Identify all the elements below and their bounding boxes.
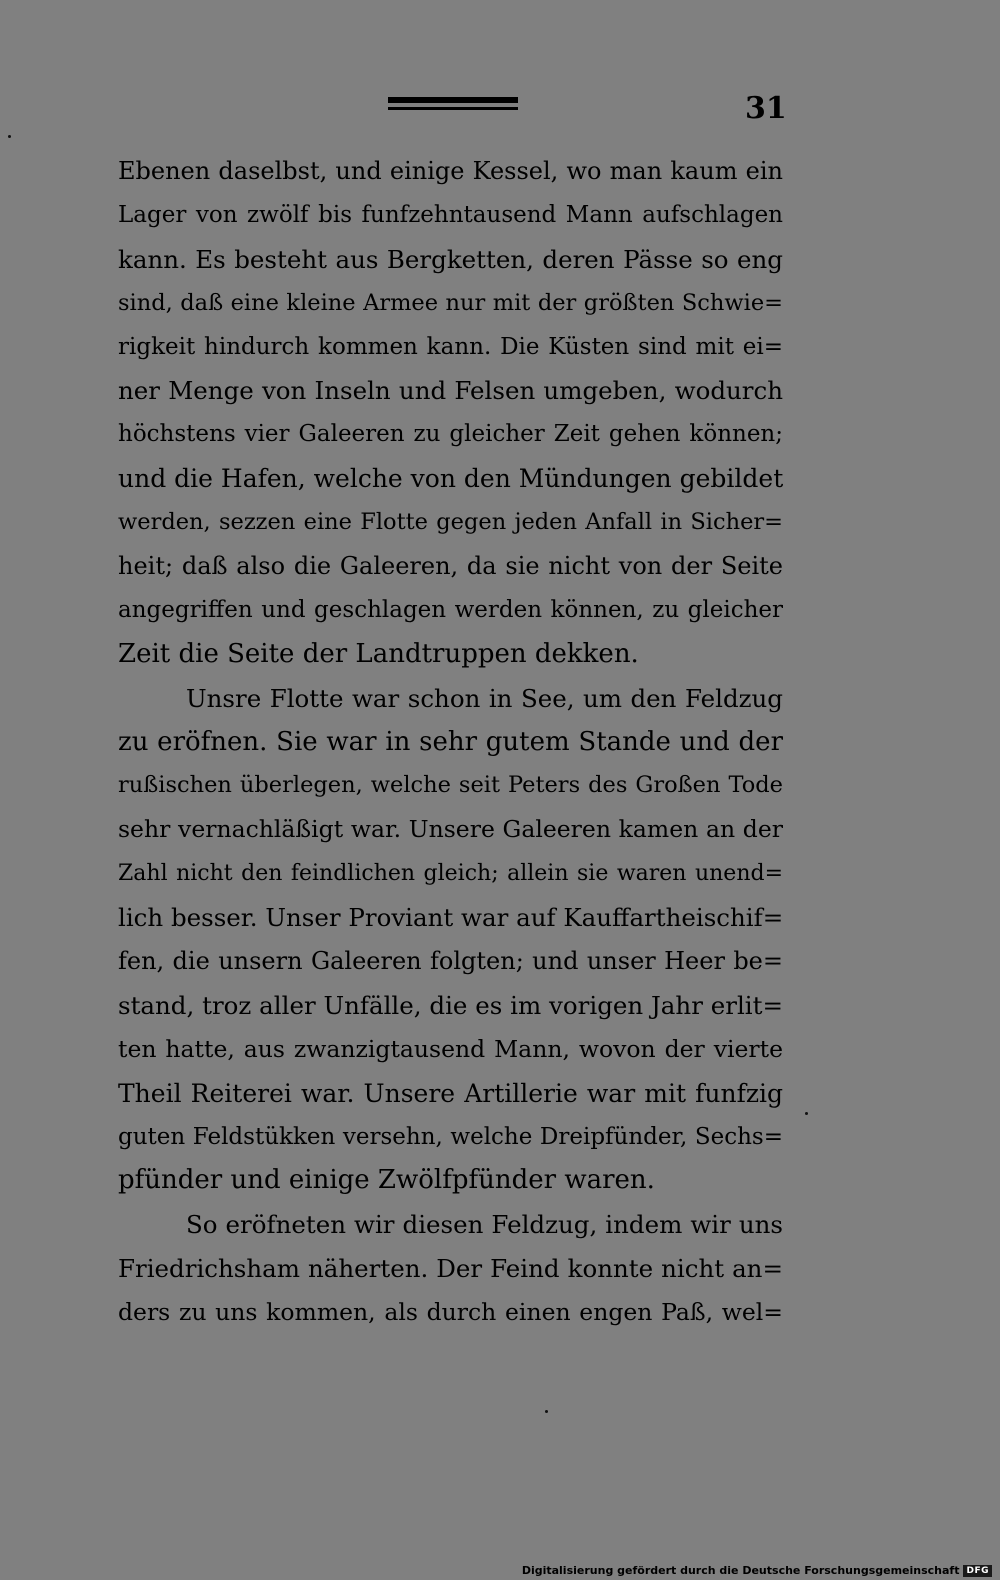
text-line: Unsre Flotte war schon in See, um den Feldzug	[186, 683, 783, 713]
footer-credit	[522, 1564, 992, 1577]
text-line: Theil Reiterei war. Unsere Artillerie war mit funfzig	[118, 1078, 783, 1108]
text-line: Zahl nicht den feindlichen gleich; allein sie waren unend=	[118, 861, 783, 887]
text-line: kann. Es besteht aus Bergketten, deren Pässe so eng	[118, 244, 783, 274]
text-line: lich besser. Unser Proviant war auf Kauffartheischif=	[118, 903, 783, 933]
text-line: Zeit die Seite der Landtruppen dekken.	[118, 638, 639, 669]
text-line: angegriffen und geschlagen werden können, zu gleicher	[118, 596, 783, 623]
text-line: ner Menge von Inseln und Felsen umgeben, wodurch	[118, 376, 783, 406]
text-line: und die Hafen, welche von den Mündungen gebildet	[118, 464, 783, 494]
text-line: Lager von zwölf bis funfzehntausend Mann aufschlagen	[118, 201, 783, 228]
text-line: Friedrichsham näherten. Der Feind konnte nicht an=	[118, 1254, 783, 1284]
text-line: guten Feldstükken versehn, welche Dreipfünder, Sechs=	[118, 1123, 783, 1150]
dfg-logo: DFG	[963, 1565, 992, 1577]
text-line: ders zu uns kommen, als durch einen engen Paß, wel=	[118, 1298, 783, 1327]
text-line: zu eröfnen. Sie war in sehr gutem Stande und der	[118, 726, 783, 757]
text-line: stand, troz aller Unfälle, die es im vorigen Jahr erlit=	[118, 990, 783, 1020]
text-line: ten hatte, aus zwanzigtausend Mann, wovon der vierte	[118, 1034, 783, 1063]
text-line: pfünder und einige Zwölfpfünder waren.	[118, 1165, 655, 1196]
text-line: heit; daß also die Galeeren, da sie nicht von der Seite	[118, 552, 783, 581]
text-line: rigkeit hindurch kommen kann. Die Küsten sind mit ei=	[118, 333, 783, 360]
body-text	[118, 150, 783, 1335]
footer-text: Digitalisierung gefördert durch die Deutsche Forschungsgemeinschaft	[521, 1564, 960, 1577]
text-line: Ebenen daselbst, und einige Kessel, wo man kaum ein	[118, 157, 783, 185]
scan-speck	[805, 1112, 808, 1115]
page-number: 31	[745, 91, 787, 126]
text-line: sind, daß eine kleine Armee nur mit der größten Schwie=	[118, 289, 783, 316]
text-line: rußischen überlegen, welche seit Peters des Großen Tode	[118, 772, 783, 799]
scan-speck	[545, 1410, 548, 1413]
text-line: höchstens vier Galeeren zu gleicher Zeit gehen können;	[118, 421, 783, 448]
header-rule	[388, 97, 518, 110]
scan-speck	[8, 135, 11, 138]
text-line: werden, sezzen eine Flotte gegen jeden Anfall in Sicher=	[118, 509, 783, 536]
text-line: sehr vernachläßigt war. Unsere Galeeren kamen an der	[118, 815, 783, 844]
text-line: So eröfneten wir diesen Feldzug, indem wir uns	[186, 1210, 783, 1240]
text-line: fen, die unsern Galeeren folgten; und unser Heer be=	[118, 947, 783, 976]
